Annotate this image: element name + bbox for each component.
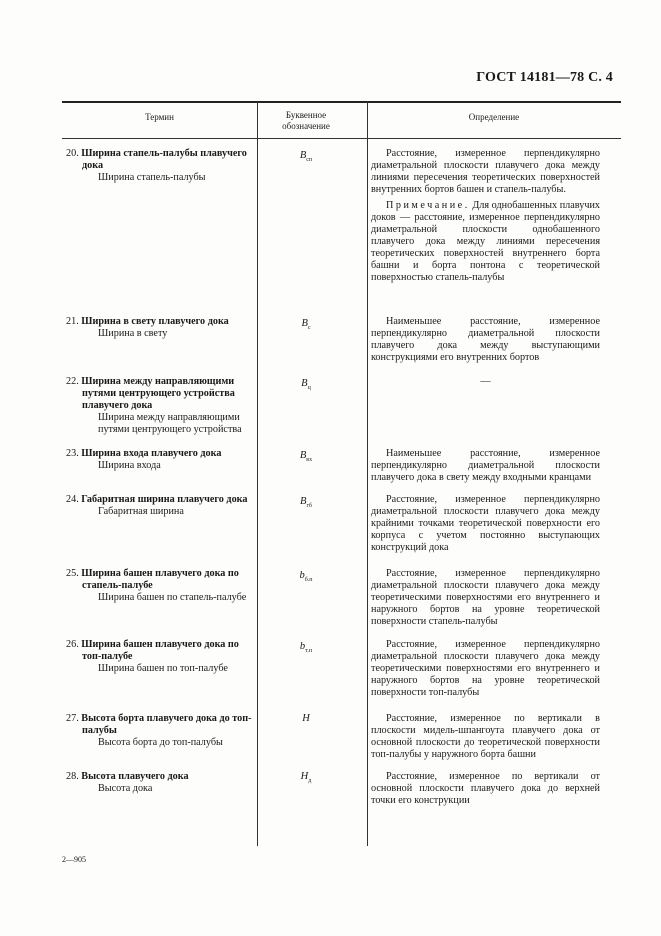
- definition-text: —: [480, 376, 491, 387]
- definition-text: Расстояние, измеренное перпендикулярно диаметральной плоскости плавучего дока между теоретическими поверхностями его внутреннего и наружного бортов на уровне теоретической поверхности топ-палубы: [371, 639, 600, 698]
- symbol-cell: [257, 450, 355, 466]
- column-header-symbol-line2: обозначение: [282, 121, 330, 131]
- term-short: Ширина входа: [98, 460, 161, 471]
- symbol-letter: B: [299, 150, 307, 161]
- term-cell: [66, 568, 256, 604]
- term-number: 28.: [66, 771, 79, 782]
- column-header-symbol: [257, 110, 355, 132]
- definition-cell: [371, 639, 600, 699]
- term-short: Ширина в свету: [98, 328, 168, 339]
- term-number: 20.: [66, 148, 79, 159]
- page-footer-mark: 2—905: [62, 855, 86, 864]
- term-number: 25.: [66, 568, 79, 579]
- term-number: 24.: [66, 494, 79, 505]
- term-cell: [66, 713, 256, 749]
- term-cell: [66, 316, 256, 340]
- symbol-letter: b: [299, 570, 305, 581]
- term-short: Габаритная ширина: [98, 506, 184, 517]
- term-bold: Габаритная ширина плавучего дока: [81, 494, 248, 505]
- definition-text: Расстояние, измеренное по вертикали от основной плоскости плавучего дока до верхней точки его конструкции: [371, 771, 600, 806]
- term-cell: [66, 639, 256, 675]
- column-divider-1: [257, 101, 258, 846]
- term-number: 21.: [66, 316, 79, 327]
- symbol-letter: b: [299, 641, 306, 652]
- definition-text: Расстояние, измеренное по вертикали в плоскости мидель-шпангоута плавучего дока от основной плоскости до теоретической поверхности топ-палубы у наружного борта башни: [371, 713, 600, 760]
- symbol-subscript: д: [308, 778, 312, 785]
- term-bold: Ширина в свету плавучего дока: [81, 316, 229, 327]
- symbol-cell: [257, 496, 355, 512]
- term-cell: [66, 494, 256, 518]
- term-bold: Ширина башен плавучего дока по топ-палубе: [81, 639, 239, 662]
- symbol-cell: [257, 641, 355, 657]
- term-bold: Высота плавучего дока: [81, 771, 189, 782]
- definition-text: Расстояние, измеренное перпендикулярно диаметральной плоскости плавучего дока между крайними точками теоретической поверхности его корпуса с учетом постоянно выступающих конструкций дока: [371, 494, 600, 553]
- symbol-cell: [257, 570, 355, 586]
- term-bold: Ширина входа плавучего дока: [81, 448, 222, 459]
- symbol-letter: H: [300, 771, 309, 782]
- definition-cell: [371, 148, 600, 284]
- term-bold: Ширина стапель-палубы плавучего дока: [81, 148, 247, 171]
- definition-text: Наименьшее расстояние, измеренное перпендикулярно диаметральной плоскости плавучего дока в свету между входными кранцами: [371, 448, 600, 483]
- page-header: ГОСТ 14181—78 С. 4: [476, 70, 613, 85]
- symbol-letter: B: [301, 318, 308, 329]
- term-short: Ширина башен по стапель-палубе: [98, 592, 247, 603]
- term-number: 23.: [66, 448, 79, 459]
- symbol-subscript: вх: [306, 457, 313, 464]
- definition-cell: [371, 376, 600, 388]
- term-cell: [66, 376, 256, 436]
- term-short: Высота борта до топ-палубы: [98, 737, 223, 748]
- column-header-symbol-line1: Буквенное: [285, 110, 327, 120]
- symbol-subscript: с: [307, 325, 311, 332]
- definition-cell: [371, 494, 600, 554]
- definition-cell: [371, 713, 600, 761]
- symbol-cell: [257, 150, 355, 166]
- term-cell: [66, 148, 256, 184]
- column-header-definition: Определение: [468, 112, 520, 122]
- table-top-rule: [62, 101, 621, 103]
- term-short: Ширина башен по топ-палубе: [98, 663, 228, 674]
- symbol-letter: H: [302, 713, 310, 724]
- symbol-subscript: т.п: [305, 648, 313, 655]
- term-short: Ширина между направляющими путями центрующего устройства: [98, 412, 242, 435]
- definition-text: Наименьшее расстояние, измеренное перпендикулярно диаметральной плоскости плавучего дока между выступающими конструкциями его внутренних бортов: [371, 316, 600, 363]
- term-cell: [66, 771, 256, 795]
- symbol-cell: [257, 318, 355, 334]
- symbol-subscript: ц: [307, 385, 311, 392]
- definition-cell: [371, 448, 600, 484]
- definition-note: [371, 200, 600, 284]
- term-short: Высота дока: [98, 783, 153, 794]
- term-number: 22.: [66, 376, 79, 387]
- symbol-letter: B: [300, 496, 307, 507]
- term-number: 27.: [66, 713, 79, 724]
- definition-text: Расстояние, измеренное перпендикулярно диаметральной плоскости плавучего дока между теоретическими поверхностями его внутреннего и наружного бортов на уровне теоретической поверхности стапель-палубы: [371, 568, 600, 627]
- symbol-letter: B: [299, 450, 307, 461]
- term-bold: Ширина башен плавучего дока по стапель-палубе: [81, 568, 239, 591]
- symbol-cell: [257, 713, 355, 729]
- definition-cell: [371, 316, 600, 364]
- note-text: Для однобашенных плавучих доков — расстояние, измеренное перпендикулярно диаметральной плоскости однобашенного плавучего дока между линиями пересечения теоретических поверхностей внутреннего борта башни и борта понтона с теоретической поверхностью стапель-палубы: [371, 200, 601, 283]
- symbol-letter: B: [301, 378, 308, 389]
- table-header-rule: [62, 138, 621, 139]
- definition-text: Расстояние, измеренное перпендикулярно диаметральной плоскости плавучего дока между линиями пересечения теоретических поверхностей внутренних бортов башен и стапель-палубы.: [371, 148, 600, 195]
- definition-cell: [371, 771, 600, 807]
- column-divider-2: [367, 101, 368, 846]
- note-label: Примечание.: [386, 200, 470, 211]
- term-bold: Высота борта плавучего дока до топ-палубы: [81, 713, 252, 736]
- symbol-subscript: б.п: [304, 577, 313, 584]
- symbol-cell: [257, 771, 355, 787]
- symbol-subscript: гб: [306, 503, 312, 510]
- definition-cell: [371, 568, 600, 628]
- term-bold: Ширина между направляющими путями центрующего устройства плавучего дока: [81, 376, 235, 411]
- term-number: 26.: [66, 639, 79, 650]
- column-header-term: Термин: [145, 112, 174, 122]
- symbol-subscript: сп: [306, 157, 313, 164]
- symbol-cell: [257, 378, 355, 394]
- term-cell: [66, 448, 256, 472]
- term-short: Ширина стапель-палубы: [98, 172, 206, 183]
